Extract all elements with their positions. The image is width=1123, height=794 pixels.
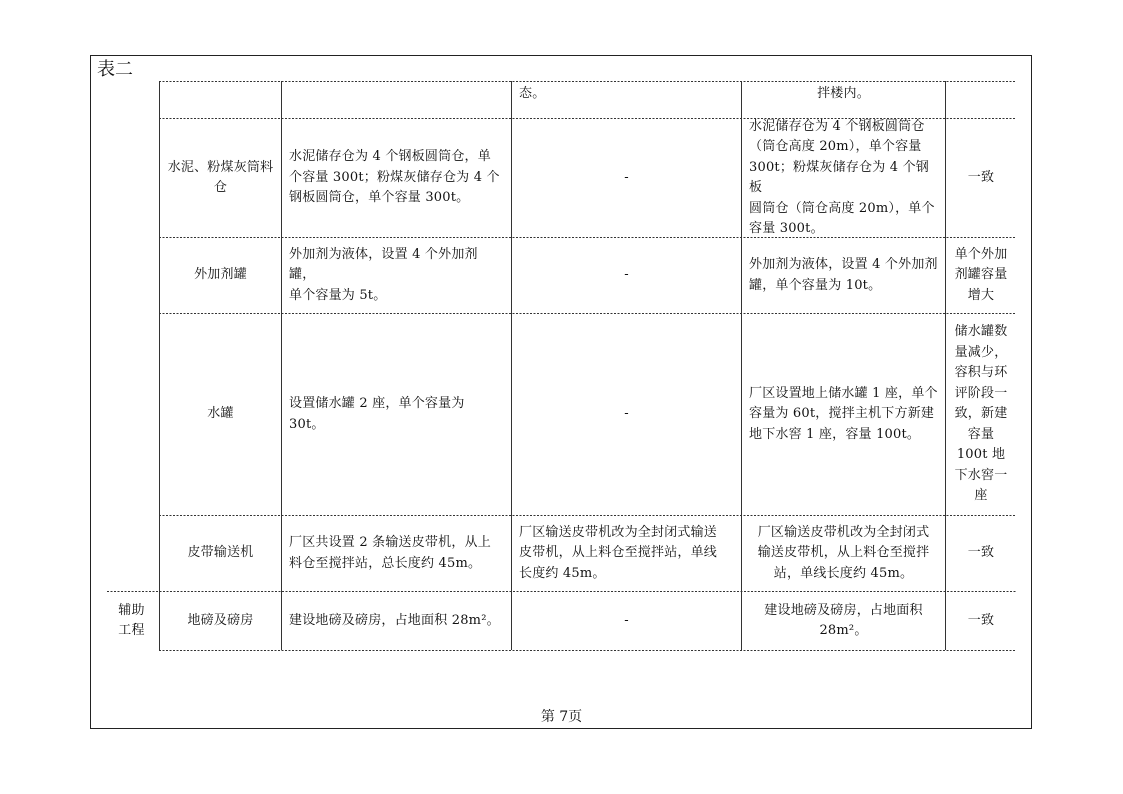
page-number: 第 7页 <box>540 709 583 725</box>
table-row-change: - <box>624 169 629 185</box>
table-row-item: 外加剂罐 <box>194 267 247 283</box>
table-row-conclusion: 单个外加 剂罐容量 增大 <box>954 246 1008 303</box>
table-row-original: 外加剂为液体，设置 4 个外加剂罐， 单个容量为 5t。 <box>289 246 478 303</box>
table-row-category: 辅助 工程 <box>118 602 145 638</box>
table-row-change: - <box>624 406 629 422</box>
table-row-conclusion: 一致 <box>967 169 995 185</box>
table-row-actual: 水泥储存仓为 4 个钢板圆筒仓 （筒仓高度 20m），单个容量 300t；粉煤灰储存仓为 4 个钢板 圆筒仓（筒仓高度 20m），单个 容量 300t。 <box>749 118 935 236</box>
table-label: 表二 <box>97 59 133 80</box>
table-row-original: 厂区共设置 2 条输送皮带机，从上 料仓至搅拌站，总长度约 45m。 <box>289 535 491 571</box>
table-row-actual: 厂区设置地上储水罐 1 座，单个 容量为 60t，搅拌主机下方新建 地下水窖 1 座，容量 100t。 <box>749 385 938 442</box>
table-row-conclusion: 一致 <box>967 545 995 561</box>
table-row-conclusion: 一致 <box>967 612 995 628</box>
table-row-change: - <box>624 267 629 283</box>
table-row-item: 地磅及磅房 <box>187 612 254 628</box>
table-row-actual: 建设地磅及磅房，占地面积 28m²。 <box>764 602 923 638</box>
table-row-change: - <box>624 612 629 628</box>
table-row-actual: 外加剂为液体，设置 4 个外加剂 罐，单个容量为 10t。 <box>749 257 938 293</box>
table-row-conclusion: 储水罐数 量减少， 容积与环 评阶段一 致，新建 容量 100t 地 下水窖一 座 <box>954 324 1008 504</box>
table-row-item: 水泥、粉煤灰筒料 仓 <box>167 159 274 195</box>
table-row-actual: 厂区输送皮带机改为全封闭式 输送皮带机，从上料仓至搅拌 站，单线长度约 45m。 <box>757 524 930 581</box>
table-row-original: 设置储水罐 2 座，单个容量为 30t。 <box>289 396 465 432</box>
table-row-item: 皮带输送机 <box>187 545 254 561</box>
continued-cell-actual: 拌楼内。 <box>817 86 870 101</box>
continued-cell-change: 态。 <box>519 86 546 101</box>
table-row-original: 水泥储存仓为 4 个钢板圆筒仓，单 个容量 300t；粉煤灰储存仓为 4 个 钢板圆筒仓，单个容量 300t。 <box>289 149 500 206</box>
table-row-item: 水罐 <box>207 406 234 422</box>
table-row-change: 厂区输送皮带机改为全封闭式输送 皮带机，从上料仓至搅拌站，单线 长度约 45m。 <box>519 524 718 581</box>
table-row-original: 建设地磅及磅房，占地面积 28m²。 <box>289 612 500 628</box>
